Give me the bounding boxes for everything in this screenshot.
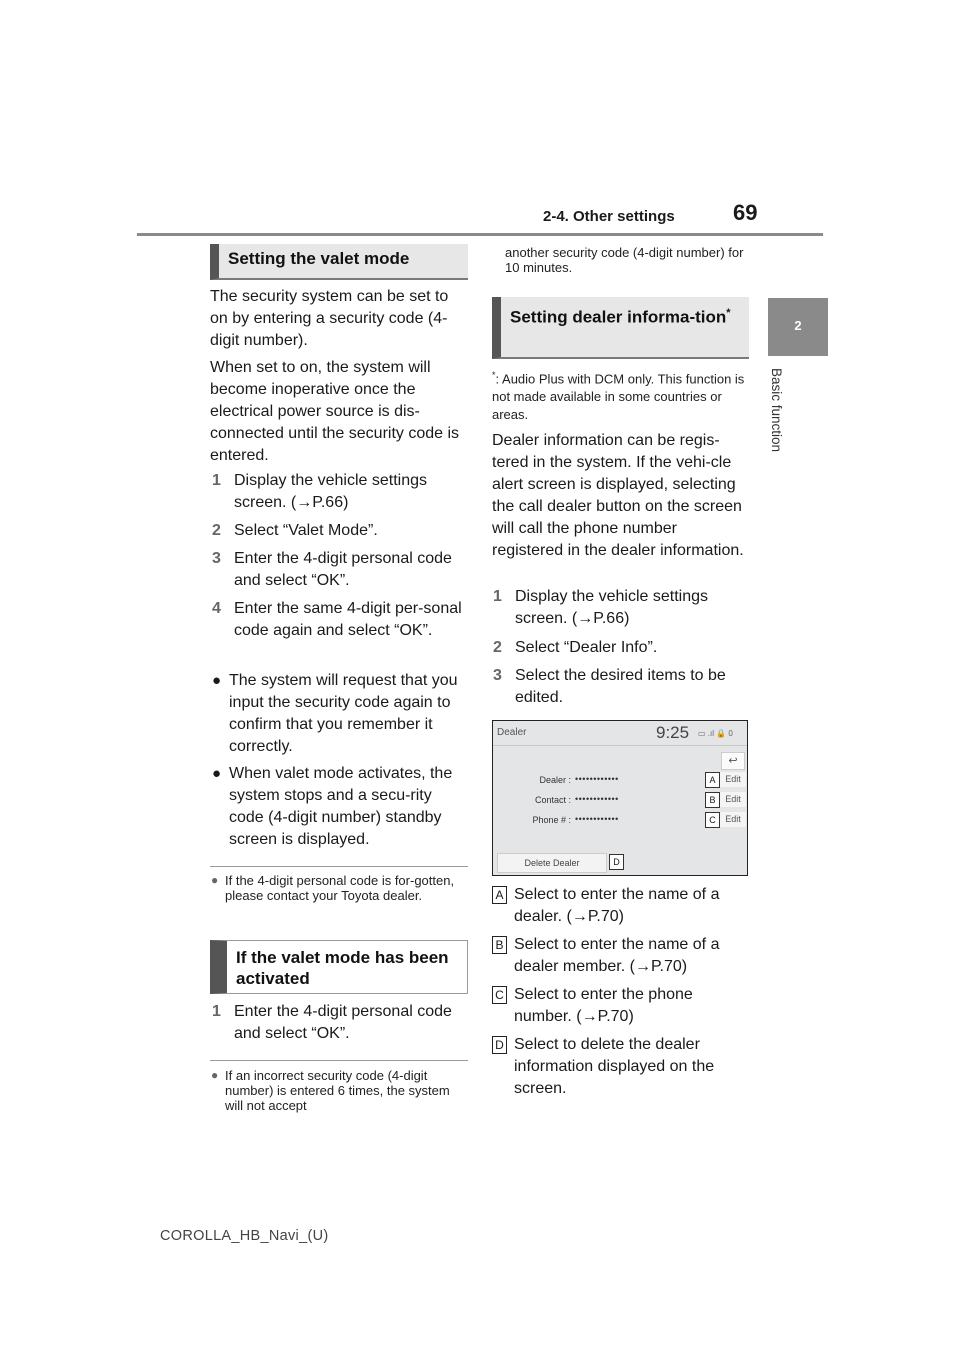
heading-valet-activated: If the valet mode has been activated xyxy=(210,940,468,994)
back-icon[interactable]: ↩ xyxy=(721,752,745,770)
screen-clock: 9:25 xyxy=(656,723,690,742)
callout-c: C xyxy=(705,812,720,828)
delete-dealer-button[interactable]: Delete Dealer xyxy=(497,853,607,873)
edit-phone-button[interactable]: Edit xyxy=(720,812,746,827)
callout-b-text: Select to enter the name of a dealer member. (→P.70) xyxy=(514,936,720,975)
dealer-screen-illustration xyxy=(492,720,748,876)
note-dot-icon: ● xyxy=(211,873,219,887)
row-value-phone: •••••••••••• xyxy=(575,814,619,824)
activated-step-1: 1 Enter the 4-digit personal code and select “OK”. xyxy=(212,1003,452,1042)
chapter-label: Basic function xyxy=(769,368,784,453)
heading-valet-mode: Setting the valet mode xyxy=(210,244,468,280)
section-title: 2-4. Other settings xyxy=(543,208,675,225)
callout-d: D xyxy=(609,854,624,870)
valet-bullet-1: ● The system will request that you input the security code again to confirm that you remember it correctly. xyxy=(212,672,458,755)
note-rule xyxy=(210,866,468,867)
document-footer: COROLLA_HB_Navi_(U) xyxy=(160,1228,329,1244)
edit-contact-button[interactable]: Edit xyxy=(720,792,746,807)
label-a: A xyxy=(492,886,507,904)
screen-divider xyxy=(493,745,748,746)
row-label-phone: Phone # : xyxy=(532,815,571,825)
row-value-dealer: •••••••••••• xyxy=(575,774,619,784)
valet-para-1: The security system can be set to on by entering a security code (4-digit number). xyxy=(210,288,449,349)
dealer-step-3: 3 Select the desired items to be edited. xyxy=(493,667,726,706)
dealer-step-1: 1 Display the vehicle settings screen. (→P.66) xyxy=(493,588,708,627)
header-rule xyxy=(137,233,823,236)
valet-para-2: When set to on, the system will become inoperative once the electrical power source is dis-connected until the security code is entered. xyxy=(210,359,460,464)
screen-title: Dealer xyxy=(497,727,527,738)
activated-note-continued: another security code (4-digit number) for 10 minutes. xyxy=(505,245,744,275)
label-d: D xyxy=(492,1036,507,1054)
status-icons: ▭ .ıl 🔒 0 xyxy=(698,729,733,738)
dealer-footnote: *: Audio Plus with DCM only. This function is not made available in some countries or areas. xyxy=(492,370,745,423)
bullet-dot-icon: ● xyxy=(212,672,222,689)
activated-note: ● If an incorrect security code (4-digit number) is entered 6 times, the system will not accept xyxy=(211,1068,450,1113)
label-b: B xyxy=(492,936,507,954)
valet-bullet-2: ● When valet mode activates, the system stops and a secu-rity code (4-digit number) standby screen is displayed. xyxy=(212,765,453,848)
callout-a-text: Select to enter the name of a dealer. (→P.70) xyxy=(514,886,720,925)
dealer-step-2: 2 Select “Dealer Info”. xyxy=(493,639,658,656)
row-label-contact: Contact : xyxy=(534,795,571,805)
valet-step-4: 4 Enter the same 4-digit per-sonal code again and select “OK”. xyxy=(212,600,462,639)
label-c: C xyxy=(492,986,507,1004)
valet-step-2: 2 Select “Valet Mode”. xyxy=(212,522,378,539)
edit-dealer-button[interactable]: Edit xyxy=(720,772,746,787)
valet-note: ● If the 4-digit personal code is for-gotten, please contact your Toyota dealer. xyxy=(211,873,455,903)
note-dot-icon: ● xyxy=(211,1068,219,1082)
valet-step-3: 3 Enter the 4-digit personal code and select “OK”. xyxy=(212,550,452,589)
callout-c-text: Select to enter the phone number. (→P.70) xyxy=(514,986,693,1025)
heading-dealer-info: Setting dealer informa-tion* xyxy=(492,297,749,359)
row-label-dealer: Dealer : xyxy=(539,775,571,785)
dealer-para: Dealer information can be regis-tered in the system. If the vehi-cle alert screen is displayed, selecting the call dealer button on the screen will call the phone number registered in the dealer information. xyxy=(492,432,744,559)
bullet-dot-icon: ● xyxy=(212,765,222,782)
chapter-number: 2 xyxy=(794,318,802,333)
page-number: 69 xyxy=(733,200,758,225)
row-value-contact: •••••••••••• xyxy=(575,794,619,804)
valet-step-1: 1 Display the vehicle settings screen. (→P.66) xyxy=(212,472,427,511)
callout-a: A xyxy=(705,772,720,788)
note-rule xyxy=(210,1060,468,1061)
callout-b: B xyxy=(705,792,720,808)
callout-d-text: Select to delete the dealer information displayed on the screen. xyxy=(514,1036,715,1097)
